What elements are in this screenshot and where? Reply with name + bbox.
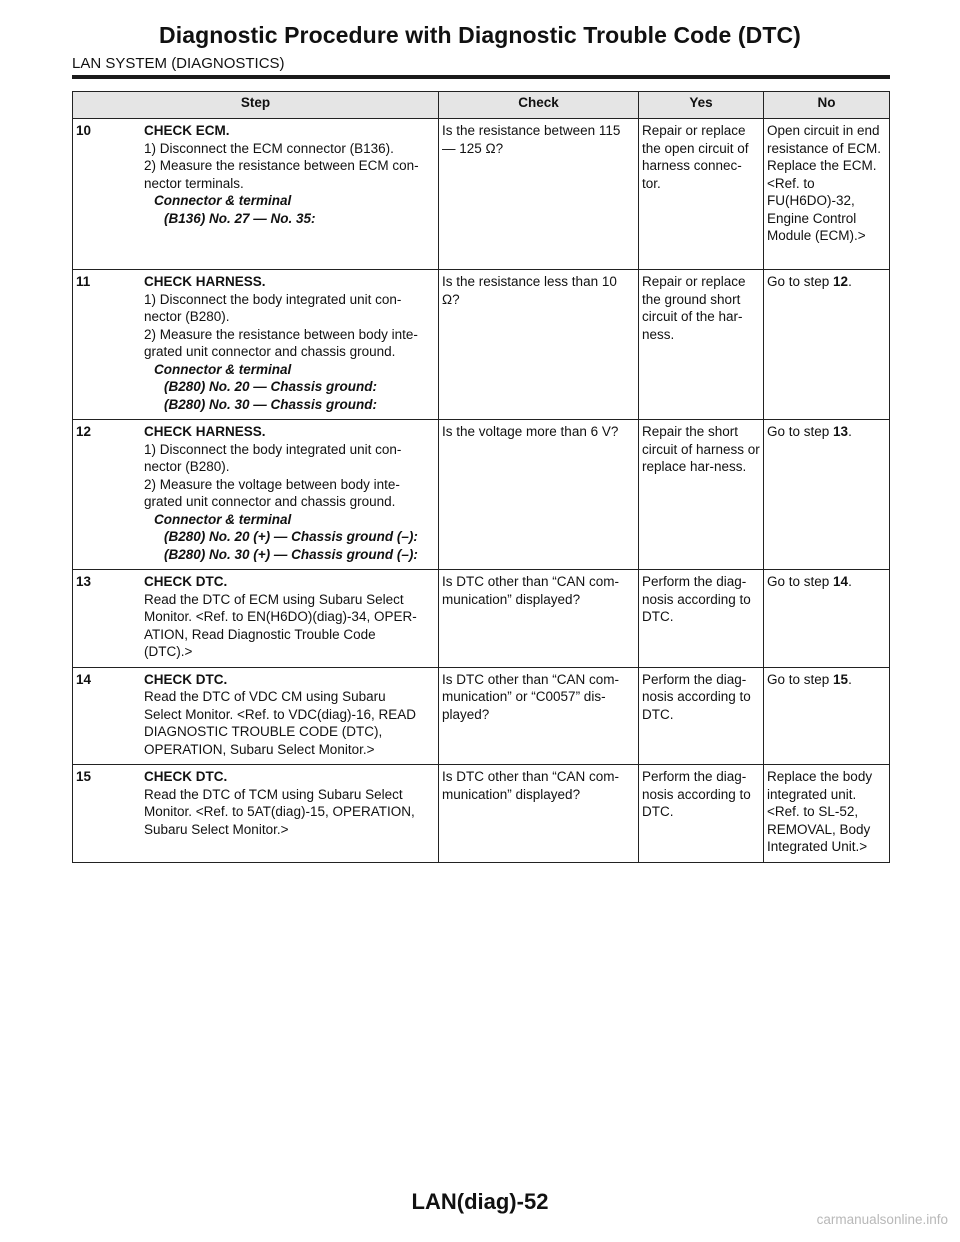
step-instruction: nector (B280). bbox=[144, 309, 230, 324]
step-instruction: Select Monitor. <Ref. to VDC(diag)-16, READ bbox=[144, 706, 416, 722]
table-row bbox=[73, 667, 890, 765]
step-instruction: Subaru Select Monitor.> bbox=[144, 821, 289, 837]
no-cell: Go to step 14. bbox=[764, 570, 890, 668]
connector-terminal: (B280) No. 20 — Chassis ground: bbox=[164, 379, 378, 394]
procedure-table bbox=[72, 91, 890, 863]
page-number: LAN(diag)-52 bbox=[411, 1189, 549, 1214]
step-instruction: OPERATION, Subaru Select Monitor.> bbox=[144, 741, 375, 757]
connector-label: Connector & terminal bbox=[154, 361, 292, 377]
check-cell: Is the resistance less than 10 Ω? bbox=[439, 270, 639, 420]
step-cell bbox=[73, 570, 439, 668]
header-no: No bbox=[764, 92, 890, 119]
step-number: 10 bbox=[76, 123, 92, 138]
connector-label: Connector & terminal bbox=[154, 511, 292, 527]
no-cell: Go to step 15. bbox=[764, 667, 890, 765]
step-number: 15 bbox=[76, 769, 92, 784]
no-step-ref[interactable]: 15 bbox=[833, 671, 849, 687]
check-cell: Is DTC other than “CAN com-munication” displayed? bbox=[439, 570, 639, 668]
check-cell: Is DTC other than “CAN com-munication” or “C0057” dis-played? bbox=[439, 667, 639, 765]
watermark: carmanualsonline.info bbox=[816, 1212, 948, 1227]
no-cell: Go to step 12. bbox=[764, 270, 890, 420]
yes-cell: Perform the diag-nosis according to DTC. bbox=[639, 765, 764, 863]
section-title: LAN SYSTEM (DIAGNOSTICS) bbox=[72, 55, 285, 72]
step-instruction: 1) Disconnect the ECM connector (B136). bbox=[144, 140, 394, 156]
step-instruction: Read the DTC of ECM using Subaru Select bbox=[144, 591, 404, 607]
step-instruction: grated unit connector and chassis ground. bbox=[144, 344, 396, 359]
no-step-ref[interactable]: 14 bbox=[833, 574, 849, 589]
step-instruction: 2) Measure the voltage between body inte- bbox=[144, 476, 400, 492]
step-cell bbox=[73, 667, 439, 765]
step-title: CHECK DTC. bbox=[144, 671, 228, 687]
step-instruction: 1) Disconnect the body integrated unit con- bbox=[144, 441, 402, 457]
header-yes: Yes bbox=[639, 92, 764, 119]
table-row bbox=[73, 119, 890, 270]
table-header-row bbox=[73, 92, 890, 119]
step-instruction: Read the DTC of VDC CM using Subaru bbox=[144, 689, 386, 704]
no-cell bbox=[764, 119, 890, 270]
step-instruction: grated unit connector and chassis ground. bbox=[144, 494, 396, 509]
no-step-ref[interactable]: 12 bbox=[833, 274, 849, 289]
no-text: Go to step bbox=[767, 424, 834, 439]
step-instruction: Monitor. <Ref. to EN(H6DO)(diag)-34, OPER- bbox=[144, 609, 417, 624]
step-title: CHECK ECM. bbox=[144, 123, 230, 138]
table-row bbox=[73, 570, 890, 668]
check-cell: Is DTC other than “CAN com-munication” displayed? bbox=[439, 765, 639, 863]
connector-label: Connector & terminal bbox=[154, 193, 292, 208]
connector-terminal: (B280) No. 30 — Chassis ground: bbox=[164, 396, 378, 412]
step-title: CHECK DTC. bbox=[144, 769, 228, 784]
step-title: CHECK HARNESS. bbox=[144, 424, 266, 439]
header-check: Check bbox=[439, 92, 639, 119]
check-cell: Is the voltage more than 6 V? bbox=[439, 420, 639, 570]
no-text: Replace the body integrated unit. <Ref. to SL-52, REMOVAL, Body Integrated Unit.> bbox=[767, 769, 873, 854]
no-text: Go to step bbox=[767, 274, 834, 289]
page-title: Diagnostic Procedure with Diagnostic Trouble Code (DTC) bbox=[159, 22, 801, 48]
step-number: 12 bbox=[76, 424, 92, 439]
step-number: 11 bbox=[76, 274, 91, 289]
step-instruction: ATION, Read Diagnostic Trouble Code bbox=[144, 626, 376, 642]
header-rule bbox=[72, 75, 890, 79]
header-step: Step bbox=[73, 92, 439, 119]
table-row bbox=[73, 765, 890, 863]
step-title: CHECK DTC. bbox=[144, 574, 228, 589]
no-text: Go to step bbox=[767, 671, 834, 687]
table-row bbox=[73, 420, 890, 570]
yes-cell: Perform the diag-nosis according to DTC. bbox=[639, 667, 764, 765]
yes-cell: Repair or replace the ground short circuit of the har-ness. bbox=[639, 270, 764, 420]
check-cell: Is the resistance between 115 — 125 Ω? bbox=[439, 119, 639, 270]
step-instruction: 2) Measure the resistance between body inte- bbox=[144, 326, 418, 342]
step-cell bbox=[73, 765, 439, 863]
no-step-ref[interactable]: 13 bbox=[833, 424, 849, 439]
yes-cell: Repair the short circuit of harness or replace har-ness. bbox=[639, 420, 764, 570]
step-instruction: Monitor. <Ref. to 5AT(diag)-15, OPERATION, bbox=[144, 804, 415, 819]
step-cell bbox=[73, 420, 439, 570]
yes-cell: Repair or replace the open circuit of harness connec-tor. bbox=[639, 119, 764, 270]
step-instruction: 1) Disconnect the body integrated unit con- bbox=[144, 291, 402, 307]
step-instruction: nector terminals. bbox=[144, 175, 244, 191]
no-cell: Go to step 13. bbox=[764, 420, 890, 570]
step-instruction: 2) Measure the resistance between ECM con- bbox=[144, 158, 419, 173]
step-instruction: nector (B280). bbox=[144, 459, 230, 474]
step-number: 13 bbox=[76, 574, 92, 589]
table-row bbox=[73, 270, 890, 420]
step-instruction: DIAGNOSTIC TROUBLE CODE (DTC), bbox=[144, 724, 383, 739]
connector-terminal: (B136) No. 27 — No. 35: bbox=[164, 210, 316, 226]
connector-terminal: (B280) No. 20 (+) — Chassis ground (–): bbox=[164, 529, 418, 544]
step-instruction: (DTC).> bbox=[144, 644, 193, 659]
yes-cell: Perform the diag-nosis according to DTC. bbox=[639, 570, 764, 668]
step-cell bbox=[73, 119, 439, 270]
no-cell bbox=[764, 765, 890, 863]
step-instruction: Read the DTC of TCM using Subaru Select bbox=[144, 786, 403, 802]
step-number: 14 bbox=[76, 671, 92, 687]
connector-terminal: (B280) No. 30 (+) — Chassis ground (–): bbox=[164, 546, 418, 562]
no-text: Open circuit in end resistance of ECM. Replace the ECM. <Ref. to FU(H6DO)-32, Engine Control Module (ECM).> bbox=[767, 123, 882, 243]
step-cell bbox=[73, 270, 439, 420]
no-text: Go to step bbox=[767, 574, 834, 589]
step-title: CHECK HARNESS. bbox=[144, 274, 266, 289]
